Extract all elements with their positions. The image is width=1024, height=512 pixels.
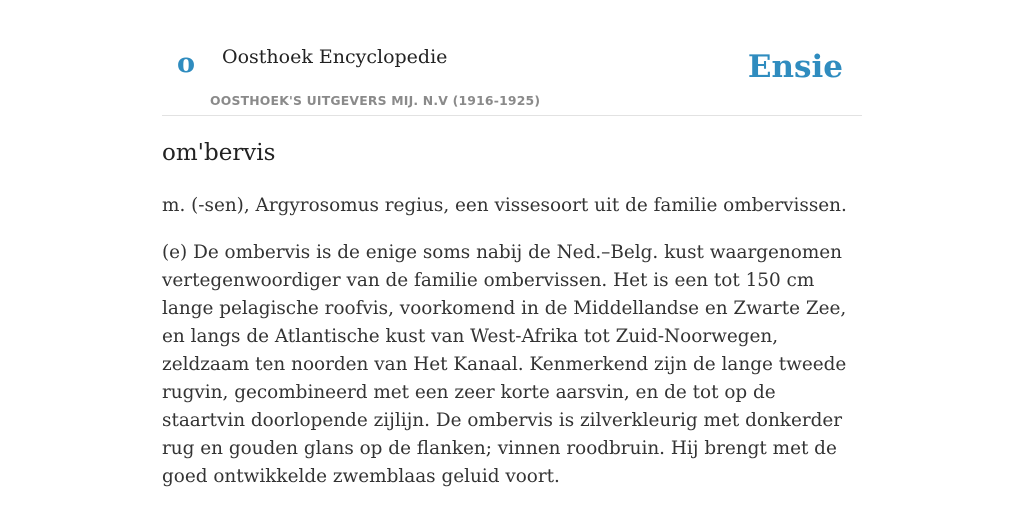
article-definition: m. (-sen), Argyrosomus regius, een vissesoort uit de familie ombervissen. bbox=[162, 195, 847, 216]
brand-logo-link[interactable]: Ensie bbox=[747, 49, 843, 85]
article-description: (e) De ombervis is de enige soms nabij de Ned.–Belg. kust waargenomen vertegenwoordiger van de familie ombervissen. Het is een tot 150 cm lange pelagische roofvis, voorkomend in de Middellandse en Zwarte Zee, en langs de Atlantische kust van West-Afrika tot Zuid-Noorwegen, zeldzaam ten noorden van Het Kanaal. Kenmerkend zijn de lange tweede rugvin, gecombineerd met een zeer korte aarsvin, en de tot op de staartvin doorlopende zijlijn. De ombervis is zilverkleurig met donkerder rug en gouden glans op de flanken; vinnen roodbruin. Hij brengt met de goed ontwikkelde zwemblaas geluid voort. bbox=[162, 242, 847, 487]
site-title[interactable]: Oosthoek Encyclopedie bbox=[222, 46, 448, 68]
site-header bbox=[162, 0, 862, 116]
logo-letter-icon[interactable]: o bbox=[177, 48, 196, 79]
publisher-label: OOSTHOEK'S UITGEVERS MIJ. N.V (1916-1925) bbox=[210, 93, 541, 108]
article-headword: om'bervis bbox=[162, 140, 276, 166]
page-content bbox=[162, 0, 862, 487]
